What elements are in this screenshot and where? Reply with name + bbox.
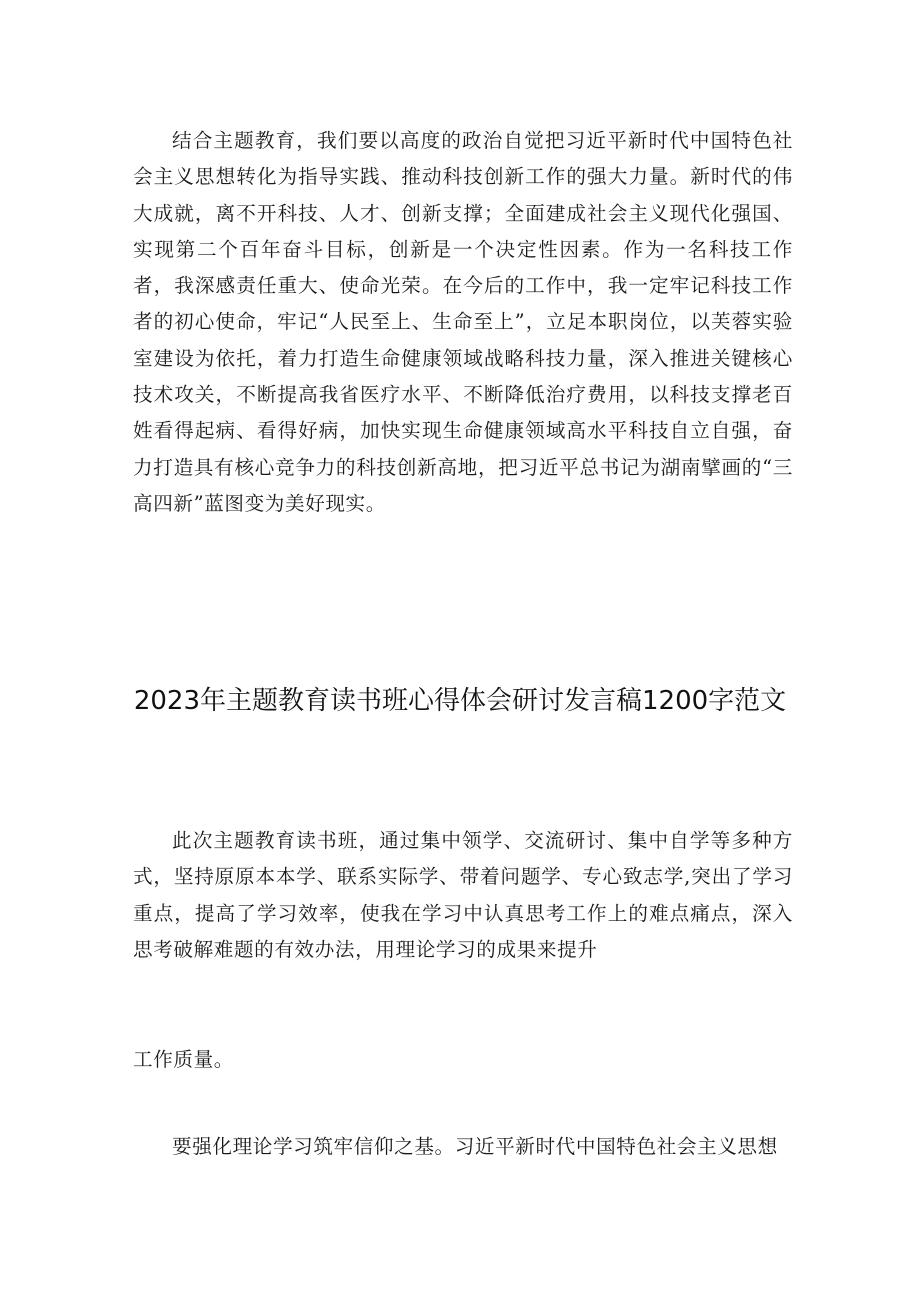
paragraph-theory-study: 要强化理论学习筑牢信仰之基。习近平新时代中国特色社会主义思想 xyxy=(172,1135,778,1158)
article-title: 2023年主题教育读书班心得体会研讨发言稿1200字范文 xyxy=(133,686,787,716)
paragraph-intro-continued: 工作质量。 xyxy=(133,1048,234,1071)
paragraph-intro: 此次主题教育读书班，通过集中领学、交流研讨、集中自学等多种方式，坚持原原本本学、联系实际学、带着问题学、专心致志学,突出了学习重点，提高了学习效率，使我在学习中认真思考工作上的难点痛点，深入思考破解难题的有效办法，用理论学习的成果来提升 xyxy=(133,829,793,961)
paragraph-conclusion: 结合主题教育，我们要以高度的政治自觉把习近平新时代中国特色社会主义思想转化为指导实践、推动科技创新工作的强大力量。新时代的伟大成就，离不开科技、人才、创新支撑；全面建成社会主义现代化强国、实现第二个百年奋斗目标，创新是一个决定性因素。作为一名科技工作者，我深感责任重大、使命光荣。在今后的工作中，我一定牢记科技工作者的初心使命，牢记“人民至上、生命至上”，立足本职岗位，以芙蓉实验室建设为依托，着力打造生命健康领域战略科技力量，深入推进关键核心技术攻关，不断提高我省医疗水平、不断降低治疗费用，以科技支撑老百姓看得起病、看得好病，加快实现生命健康领域高水平科技自立自强，奋力打造具有核心竞争力的科技创新高地，把习近平总书记为湖南擘画的“三高四新”蓝图变为美好现实。 xyxy=(133,129,793,515)
